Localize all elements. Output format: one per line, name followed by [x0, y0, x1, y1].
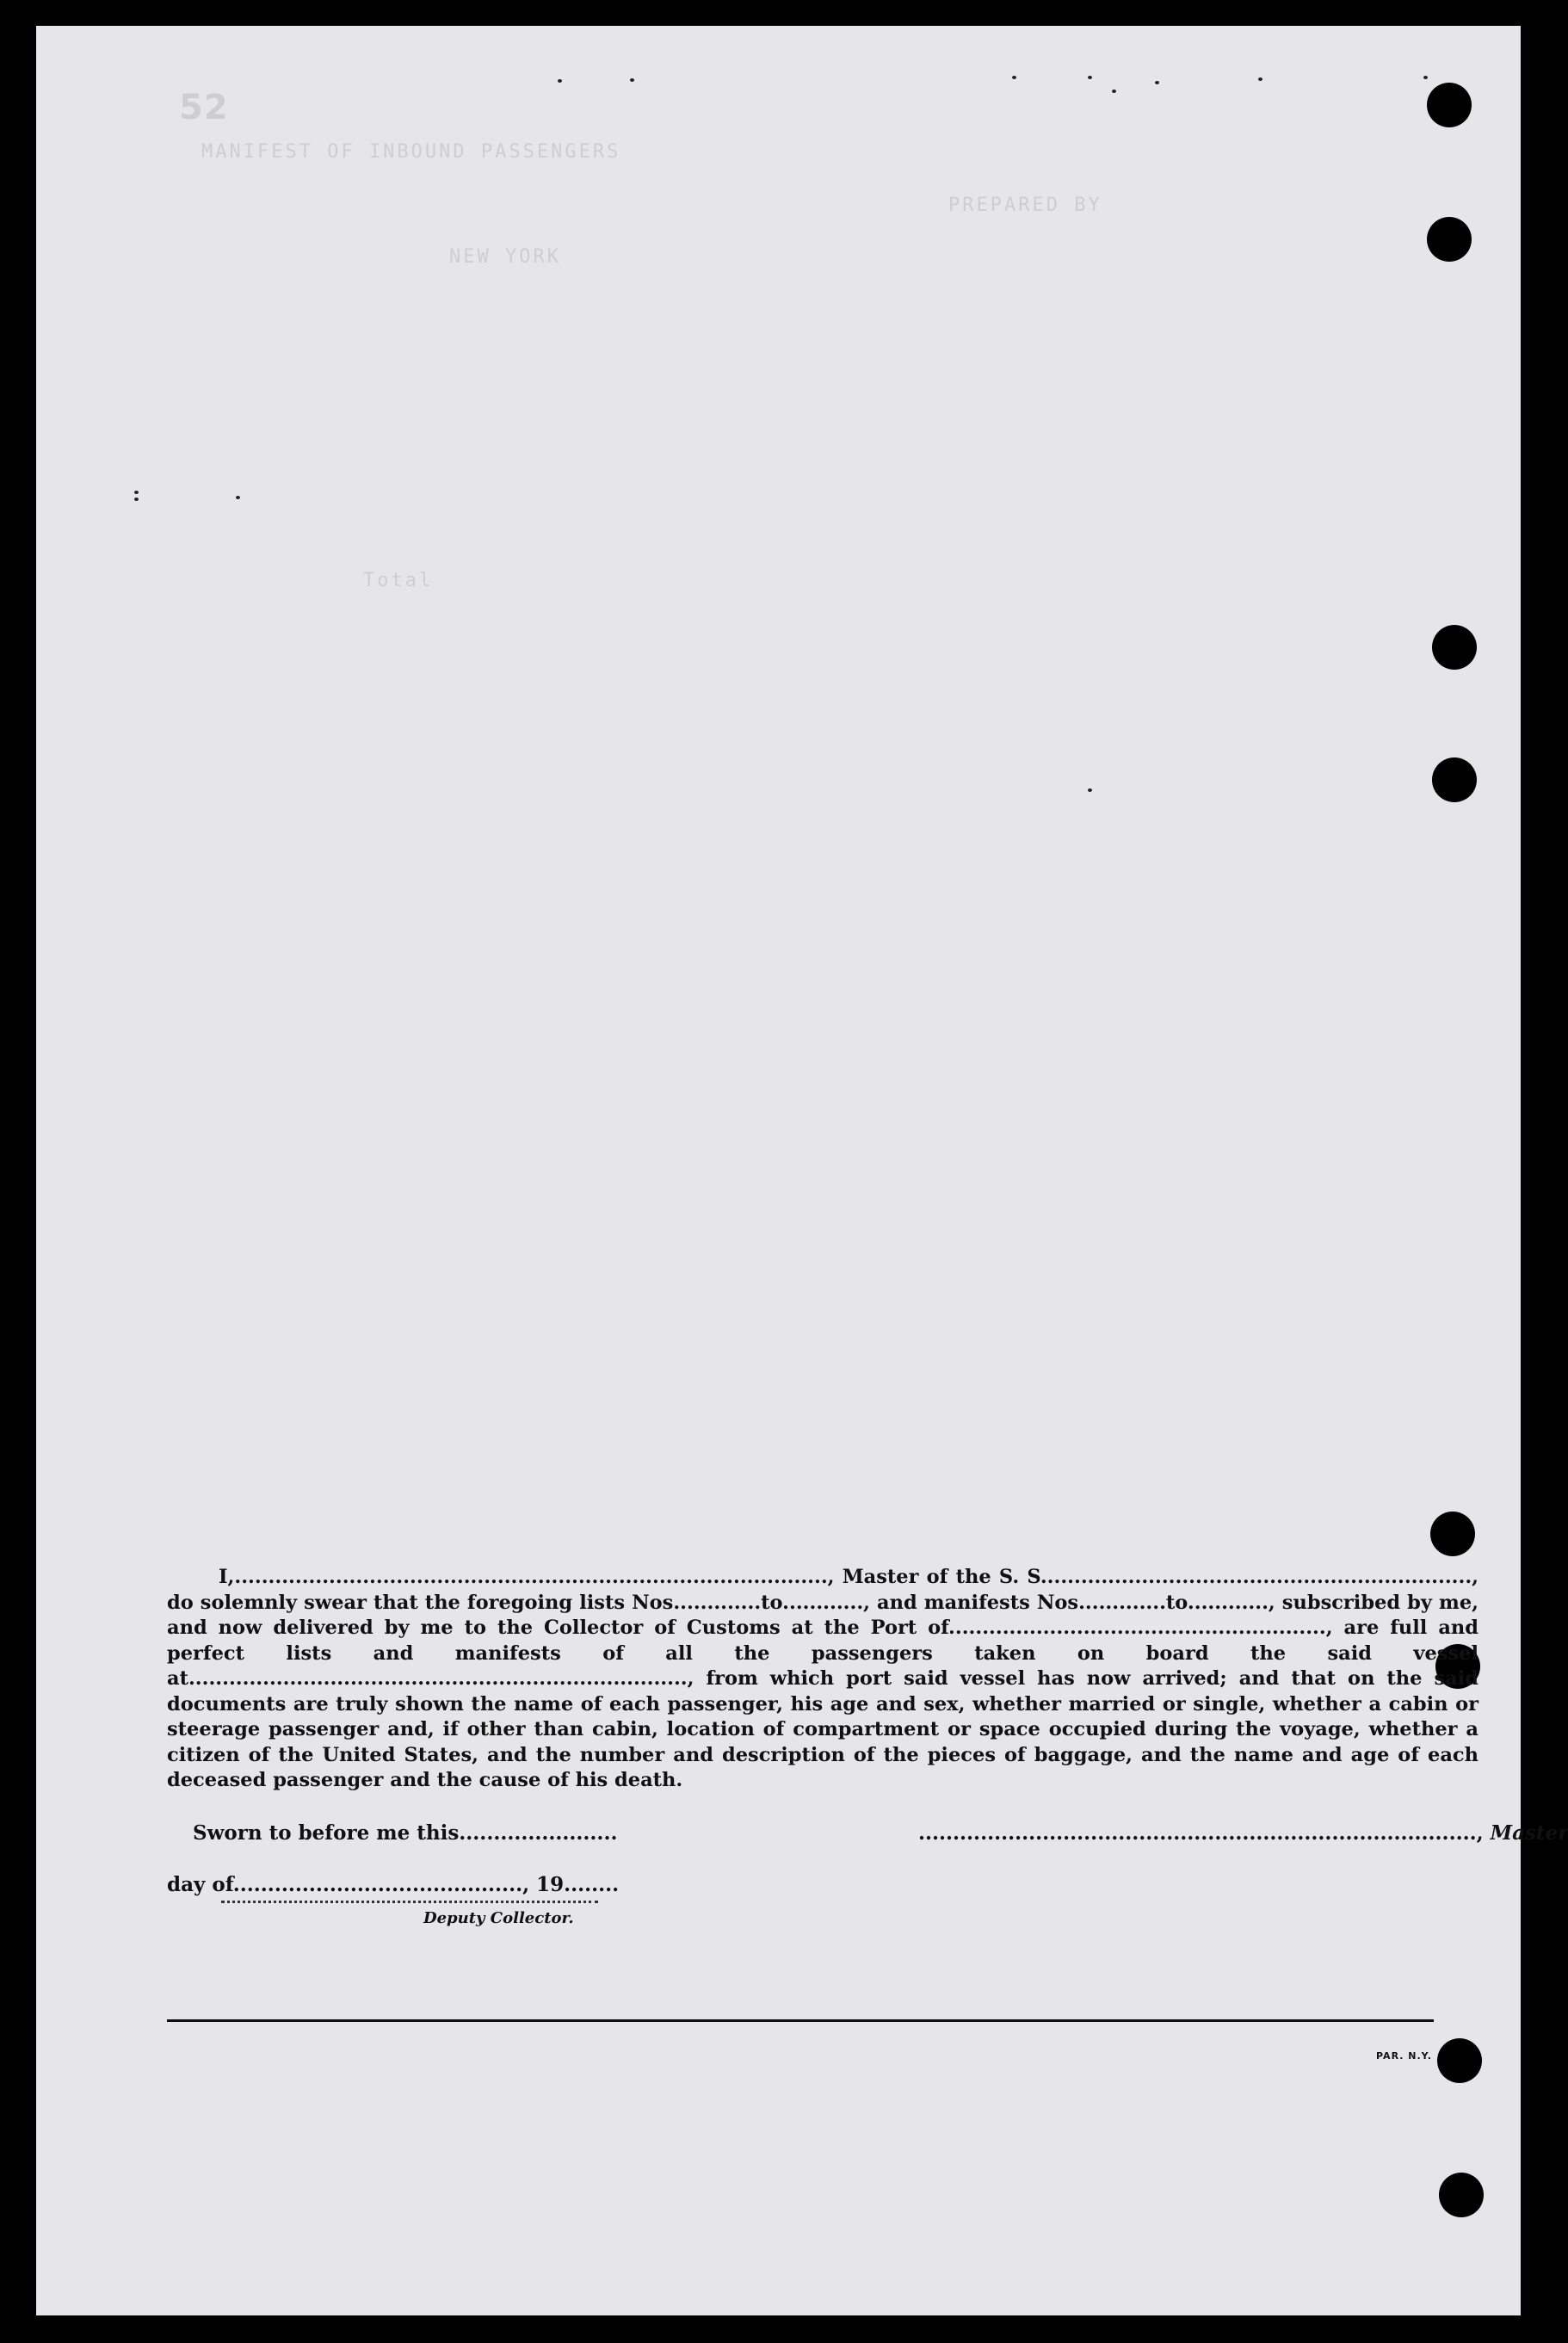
sworn-line: Sworn to before me this....................... — [193, 1821, 618, 1845]
speck — [558, 79, 562, 83]
punch-hole — [1427, 83, 1472, 127]
ghost-port: NEW YORK — [449, 246, 561, 268]
speck — [236, 496, 240, 499]
oath-text: I,........................................................................................, Master of the S. S................................................................, do solemnly swear that the foregoing lists Nos.............to............, and manifests Nos.............to............, subscribed by me, and now delivered by me to the Collector of Customs at the Port of........................................................, are full and perfect lists and manifests of all the passengers taken on board the said vessel at.........................................................................., from which port said vessel has now arrived; and that on the said documents are truly shown the name of each passenger, his age and sex, whether married or single, whether a cabin or steerage passenger and, if other than cabin, location of compartment or space occupied during the voyage, whether a citizen of the United States, and the number and description of the pieces of baggage, and the name and age of each deceased passenger and the cause of his death. — [167, 1566, 1478, 1791]
speck — [1088, 788, 1092, 792]
punch-hole — [1432, 757, 1477, 802]
speck — [1155, 81, 1159, 84]
deputy-collector-label: Deputy Collector. — [423, 1909, 574, 1927]
master-signature-dots: ................................................................................., — [918, 1821, 1484, 1845]
speck — [134, 491, 139, 494]
punch-hole — [1439, 2173, 1484, 2217]
speck — [630, 78, 634, 82]
speck — [1088, 76, 1092, 79]
punch-hole — [1427, 217, 1472, 262]
speck — [134, 498, 139, 501]
speck — [1012, 76, 1016, 79]
speck — [1112, 90, 1116, 93]
punch-hole — [1432, 625, 1477, 670]
punch-hole — [1437, 2038, 1482, 2083]
master-signature-line — [918, 1821, 1568, 1845]
oath-paragraph — [167, 1565, 1478, 1794]
speck — [1423, 76, 1428, 79]
speck — [1258, 77, 1262, 81]
ghost-heading: MANIFEST OF INBOUND PASSENGERS — [201, 141, 621, 163]
deputy-signature-line — [221, 1901, 598, 1903]
punch-hole — [1430, 1512, 1475, 1556]
ghost-prepared-by: PREPARED BY — [948, 195, 1102, 216]
master-label: Master — [1490, 1821, 1568, 1845]
horizontal-rule — [167, 2019, 1434, 2022]
document-page — [36, 26, 1568, 2315]
day-of-line: day of.........................................., 19........ — [167, 1873, 620, 1896]
ghost-total: Total — [363, 570, 434, 591]
ghost-page-number: 52 — [179, 88, 229, 127]
form-code: PAR. N.Y. — [1376, 2050, 1432, 2062]
